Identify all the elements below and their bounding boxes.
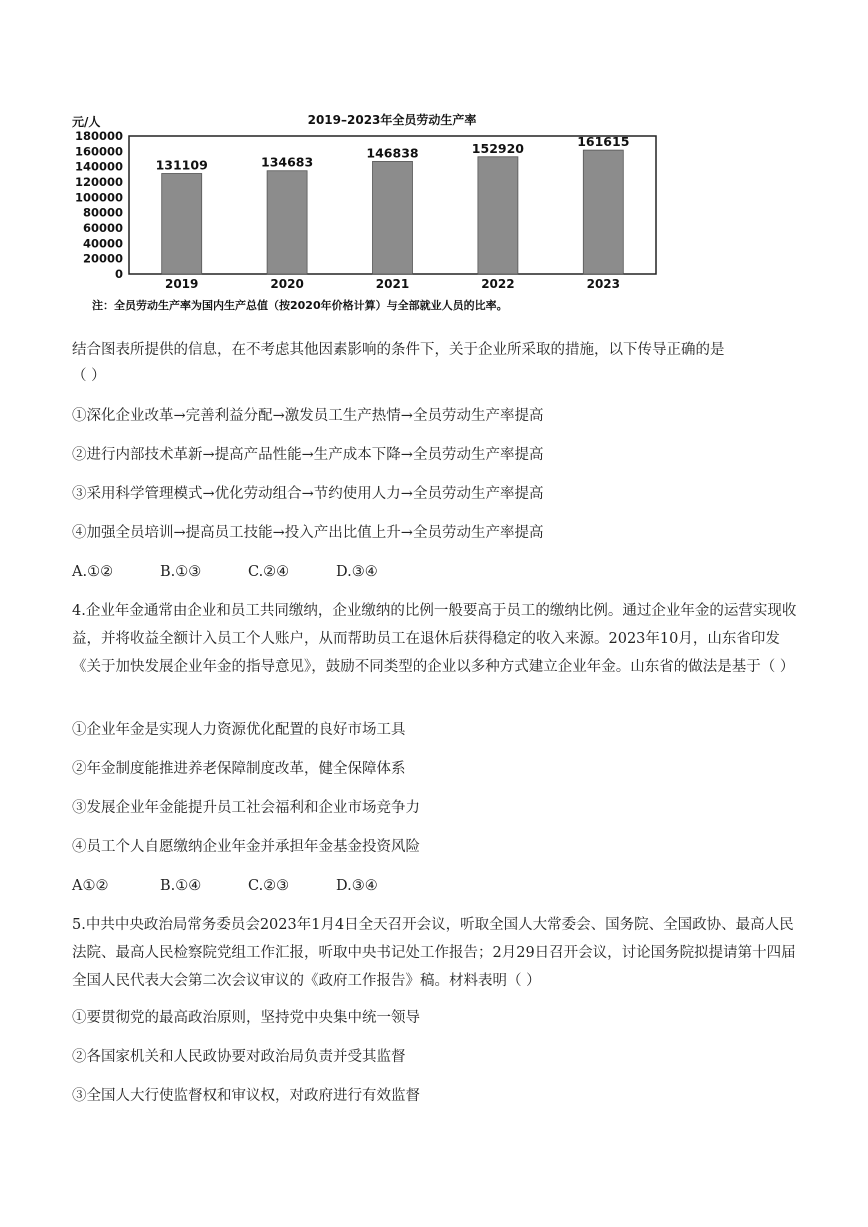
q4-choice-d: D.③④ bbox=[336, 878, 378, 894]
q3-choice-a: A.①② bbox=[72, 564, 114, 580]
q4-option-1: ①企业年金是实现人力资源优化配置的良好市场工具 bbox=[72, 722, 406, 738]
bar-2021 bbox=[373, 161, 413, 274]
y-tick-label: 140000 bbox=[74, 159, 123, 174]
q3-answer-blank: （ ） bbox=[72, 368, 106, 384]
bar-value-label: 146838 bbox=[366, 145, 419, 161]
q3-option-1: ①深化企业改革→完善利益分配→激发员工生产热情→全员劳动生产率提高 bbox=[72, 408, 544, 424]
y-tick-label: 60000 bbox=[82, 221, 123, 235]
q5-option-3: ③全国人大行使监督权和审议权，对政府进行有效监督 bbox=[72, 1088, 420, 1104]
y-tick-label: 0 bbox=[114, 267, 123, 281]
q4-choice-c: C.②③ bbox=[248, 878, 290, 894]
q3-option-4: ④加强全员培训→提高员工技能→投入产出比值上升→全员劳动生产率提高 bbox=[72, 525, 544, 541]
q5-option-1: ①要贯彻党的最高政治原则，坚持党中央集中统一领导 bbox=[72, 1010, 420, 1026]
y-tick-label: 20000 bbox=[82, 251, 123, 266]
q3-choices bbox=[72, 562, 424, 582]
q4-choices bbox=[72, 876, 424, 896]
x-axis-ticks bbox=[165, 277, 620, 291]
q5-option-2: ②各国家机关和人民政协要对政治局负责并受其监督 bbox=[72, 1049, 406, 1065]
chart-y-axis-unit: 元/人 bbox=[72, 115, 101, 129]
x-tick-label: 2023 bbox=[586, 277, 621, 291]
q4-option-2: ②年金制度能推进养老保障制度改革，健全保障体系 bbox=[72, 761, 406, 777]
y-tick-label: 40000 bbox=[82, 236, 123, 251]
x-tick-label: 2022 bbox=[481, 277, 515, 291]
q3-option-2: ②进行内部技术革新→提高产品性能→生产成本下降→全员劳动生产率提高 bbox=[72, 447, 544, 463]
bar-value-label: 152920 bbox=[471, 140, 524, 156]
q3-stem: 结合图表所提供的信息，在不考虑其他因素影响的条件下，关于企业所采取的措施，以下传导正确的是 bbox=[72, 342, 725, 358]
y-tick-label: 160000 bbox=[74, 144, 123, 159]
x-tick-label: 2019 bbox=[164, 277, 199, 291]
bar-value-label: 134683 bbox=[261, 154, 314, 170]
bars-group bbox=[162, 150, 624, 274]
q4-choice-b: B.①④ bbox=[160, 878, 202, 894]
bar-value-label: 161615 bbox=[577, 134, 630, 150]
q3-choice-c: C.②④ bbox=[248, 564, 290, 580]
x-tick-label: 2020 bbox=[270, 277, 304, 291]
bar-2019 bbox=[162, 173, 202, 274]
y-tick-label: 100000 bbox=[74, 190, 123, 205]
y-tick-label: 180000 bbox=[74, 129, 123, 143]
labor-productivity-chart bbox=[72, 106, 672, 318]
bar-2023 bbox=[583, 150, 623, 274]
chart-note: 注：全员劳动生产率为国内生产总值（按2020年价格计算）与全部就业人员的比率。 bbox=[92, 299, 508, 312]
bar-2022 bbox=[478, 157, 518, 274]
y-tick-label: 80000 bbox=[82, 205, 123, 220]
q3-option-3: ③采用科学管理模式→优化劳动组合→节约使用人力→全员劳动生产率提高 bbox=[72, 486, 544, 502]
chart-svg bbox=[72, 106, 672, 318]
bar-value-label: 131109 bbox=[155, 157, 208, 173]
y-tick-label: 120000 bbox=[74, 175, 123, 189]
q4-option-4: ④员工个人自愿缴纳企业年金并承担年金基金投资风险 bbox=[72, 839, 420, 855]
q3-choice-d: D.③④ bbox=[336, 564, 378, 580]
q4-stem: 4.企业年金通常由企业和员工共同缴纳，企业缴纳的比例一般要高于员工的缴纳比例。通过企业年金的运营实现收益，并将收益全额计入员工个人账户，从而帮助员工在退休后获得稳定的收入来源。2023年10月，山东省印发《关于加快发展企业年金的指导意见》，鼓励不同类型的企业以多种方式建立企业年金。山东省的做法是基于（ ） bbox=[72, 603, 797, 675]
q3-choice-b: B.①③ bbox=[160, 564, 202, 580]
q4-option-3: ③发展企业年金能提升员工社会福利和企业市场竞争力 bbox=[72, 800, 420, 816]
q4-choice-a: A①② bbox=[72, 878, 109, 894]
y-axis-ticks bbox=[75, 129, 123, 281]
bar-2020 bbox=[267, 171, 307, 274]
x-tick-label: 2021 bbox=[375, 277, 410, 291]
q5-stem: 5.中共中央政治局常务委员会2023年1月4日全天召开会议，听取全国人大常委会、国务院、全国政协、最高人民法院、最高人民检察院党组工作汇报，听取中央书记处工作报告；2月29日召开会议，讨论国务院拟提请第十四届全国人民代表大会第二次会议审议的《政府工作报告》稿。材料表明（ ） bbox=[72, 917, 796, 989]
chart-title: 2019–2023年全员劳动生产率 bbox=[307, 113, 477, 127]
